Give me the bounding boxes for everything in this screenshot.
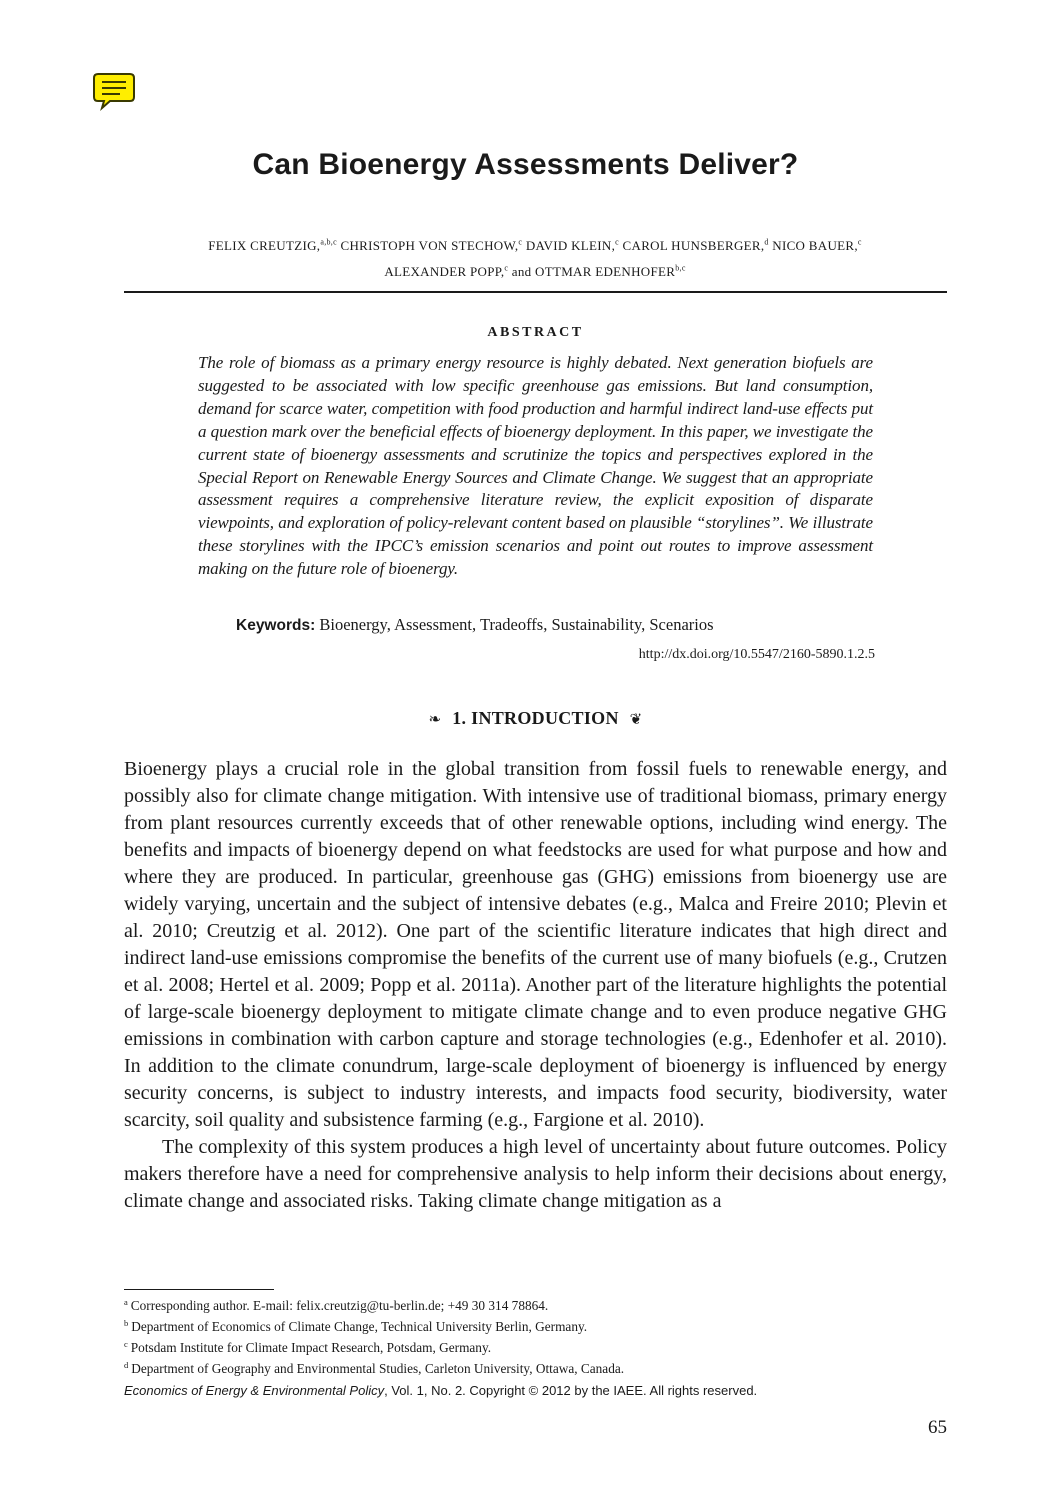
section-heading (0, 708, 1051, 729)
keywords-line (236, 615, 714, 635)
author-name: FELIX CREUTZIG, (208, 238, 321, 253)
author-affiliation-mark: b,c (675, 263, 686, 273)
footnote-divider (124, 1289, 274, 1290)
footnote-item (124, 1358, 947, 1379)
paper-title: Can Bioenergy Assessments Deliver? (252, 148, 799, 181)
author-affiliation-mark: c (615, 237, 619, 247)
footnote-mark: d (124, 1359, 129, 1370)
abstract-heading: ABSTRACT (487, 325, 584, 340)
journal-name: Economics of Energy & Environmental Policy (124, 1383, 385, 1398)
author-name: and OTTMAR EDENHOFER (508, 264, 676, 279)
ornament-left-icon: ❧ (428, 712, 442, 728)
footnote-text: Potsdam Institute for Climate Impact Research, Potsdam, Germany. (130, 1340, 492, 1355)
journal-details: , Vol. 1, No. 2. Copyright © 2012 by the IAEE. All rights reserved. (384, 1383, 758, 1398)
body-paragraph: The complexity of this system produces a high level of uncertainty about future outcomes. Policy makers therefore have a need for comprehensive analysis to help inform their decisions about energy, climate change and associated risks. Taking climate change mitigation as a (124, 1136, 947, 1212)
author-list (140, 233, 930, 285)
author-affiliation-mark: a,b,c (320, 237, 337, 247)
author-affiliation-mark: d (764, 237, 769, 247)
footnote-item (124, 1295, 947, 1316)
author-affiliation-mark: c (504, 263, 509, 273)
footnote-mark: b (124, 1317, 129, 1328)
body-paragraph: Bioenergy plays a crucial role in the global transition from fossil fuels to renewable energy, and possibly also for climate change mitigation. With intensive use of traditional biomass, primary energy from plant resources currently exceeds that of other renewable options, including wind energy. The benefits and impacts of bioenergy depend on what feedstocks are used for what purpose and how and where they are produced. In particular, greenhouse gas (GHG) emissions from bioenergy use are widely varying, uncertain and the subject of intensive debates (e.g., Malca and Freire 2010; Plevin et al. 2010; Creutzig et al. 2012). One part of the scientific literature indicates that high direct and indirect land-use emissions compromise the benefits of the current use of many biofuels (e.g., Crutzen et al. 2008; Hertel et al. 2009; Popp et al. 2011a). Another part of the literature highlights the potential of large-scale bioenergy deployment to mitigate climate change and to even produce negative GHG emissions in combination with carbon capture and storage technologies (e.g., Edenhofer et al. 2010). In addition to the climate conundrum, large-scale deployment of bioenergy is influenced by energy security concerns, is subject to industry interests, and impacts food security, biodiversity, water scarcity, soil quality and subsistence farming (e.g., Fargione et al. 2010). (124, 758, 947, 1131)
footnote-text: Corresponding author. E-mail: felix.creutzig@tu-berlin.de; +49 30 314 78864. (130, 1298, 549, 1313)
comment-note-icon[interactable] (93, 71, 137, 111)
author-name: NICO BAUER, (768, 238, 858, 253)
footnote-item (124, 1316, 947, 1337)
ornament-right-icon: ❦ (629, 712, 643, 728)
abstract-text: The role of biomass as a primary energy resource is highly debated. Next generation biofuels are suggested to be associated with low specific greenhouse gas emissions. But land consumption, demand for scarce water, competition with food production and harmful indirect land-use effects put a question mark over the beneficial effects of bioenergy deployment. In this paper, we investigate the current state of bioenergy assessments and scrutinize the topics and perspectives explored in the Special Report on Renewable Energy Sources and Climate Change. We suggest that an appropriate assessment requires a comprehensive literature review, the explicit exposition of disparate viewpoints, and exploration of policy-relevant content based on plausible “storylines”. We illustrate these storylines with the IPCC’s emission scenarios and point out routes to improve assessment making on the future role of bioenergy. (198, 353, 873, 579)
footnote-mark: a (124, 1296, 128, 1307)
footnotes (124, 1295, 947, 1379)
doi-link[interactable]: http://dx.doi.org/10.5547/2160-5890.1.2.5 (638, 647, 875, 662)
header-divider (124, 291, 947, 293)
author-affiliation-mark: c (518, 237, 523, 247)
author-affiliation-mark: c (857, 237, 862, 247)
journal-citation (124, 1383, 757, 1398)
footnote-mark: c (124, 1338, 128, 1349)
author-name: CAROL HUNSBERGER, (618, 238, 765, 253)
section-title: 1. INTRODUCTION (452, 708, 619, 728)
footnote-text: Department of Economics of Climate Change, Technical University Berlin, Germany. (131, 1319, 588, 1334)
author-name: CHRISTOPH VON STECHOW, (336, 238, 519, 253)
author-name: ALEXANDER POPP, (384, 264, 505, 279)
author-name: DAVID KLEIN, (522, 238, 616, 253)
page-number: 65 (928, 1417, 947, 1438)
section-body (124, 756, 947, 1215)
keywords-label: Keywords: (236, 617, 316, 634)
keywords-text: Bioenergy, Assessment, Tradeoffs, Sustainability, Scenarios (319, 615, 714, 634)
footnote-item (124, 1337, 947, 1358)
footnote-text: Department of Geography and Environmental Studies, Carleton University, Ottawa, Canada. (131, 1361, 625, 1376)
